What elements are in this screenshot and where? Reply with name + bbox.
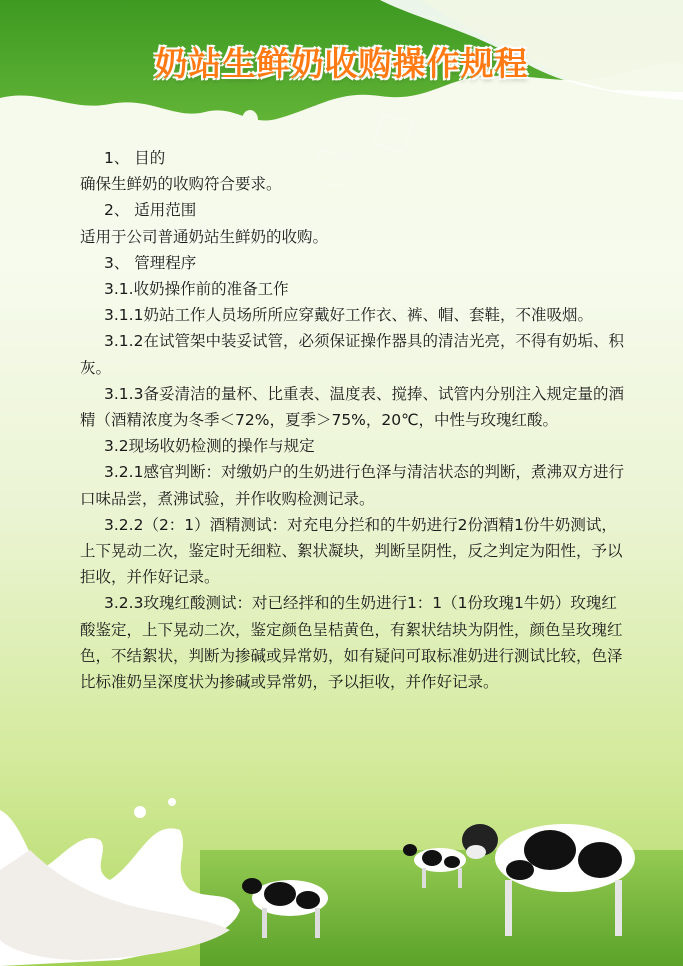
paragraph: 3.2.2（2：1）酒精测试：对充电分拦和的牛奶进行2份酒精1份牛奶测试，上下晃动二次，鉴定时无细粒、絮状凝块，判断呈阴性，反之判定为阳性，予以拒收，并作好记录。 — [80, 515, 623, 587]
pasture-scene — [0, 790, 683, 966]
paragraph: 3.2.1感官判断：对缴奶户的生奶进行色泽与清洁状态的判断，煮沸双方进行口味品尝，煮沸试验，并作收购检测记录。 — [80, 463, 624, 508]
sub-heading: 3.1.收奶操作前的准备工作 — [104, 280, 289, 299]
paragraph: 3.1.2在试管架中装妥试管，必须保证操作器具的清洁光亮，不得有奶垢、积灰。 — [80, 332, 624, 377]
paragraph: 3.2.3玫瑰红酸测试：对已经拌和的生奶进行1：1（1份玫瑰1牛奶）玫瑰红酸鉴定，上下晃动二次，鉴定颜色呈桔黄色，有絮状结块为阴性，颜色呈玫瑰红色，不结絮状，判断为掺碱或异常奶，如有疑问可取标准奶进行测试比较，色泽比标准奶呈深度状为掺碱或异常奶，予以拒收，并作好记录。 — [80, 594, 623, 692]
section-heading: 3、 管理程序 — [104, 253, 197, 272]
section-heading: 1、 目的 — [104, 149, 166, 167]
sub-heading: 3.2现场收奶检测的操作与规定 — [104, 437, 315, 456]
document-body — [80, 145, 628, 695]
paragraph: 确保生鲜奶的收购符合要求。 — [80, 175, 282, 194]
paragraph: 适用于公司普通奶站生鲜奶的收购。 — [80, 227, 329, 246]
paragraph: 3.1.1奶站工作人员场所所应穿戴好工作衣、裤、帽、套鞋，不准吸烟。 — [104, 306, 593, 325]
paragraph: 3.1.3备妥清洁的量杯、比重表、温度表、搅捧、试管内分别注入规定量的酒精（酒精浓度为冬季＜72%，夏季＞75%，20℃，中性与玫瑰红酸。 — [80, 384, 624, 430]
section-heading: 2、 适用范围 — [104, 201, 197, 220]
page-title: 奶站生鲜奶收购操作规程 — [154, 44, 529, 83]
